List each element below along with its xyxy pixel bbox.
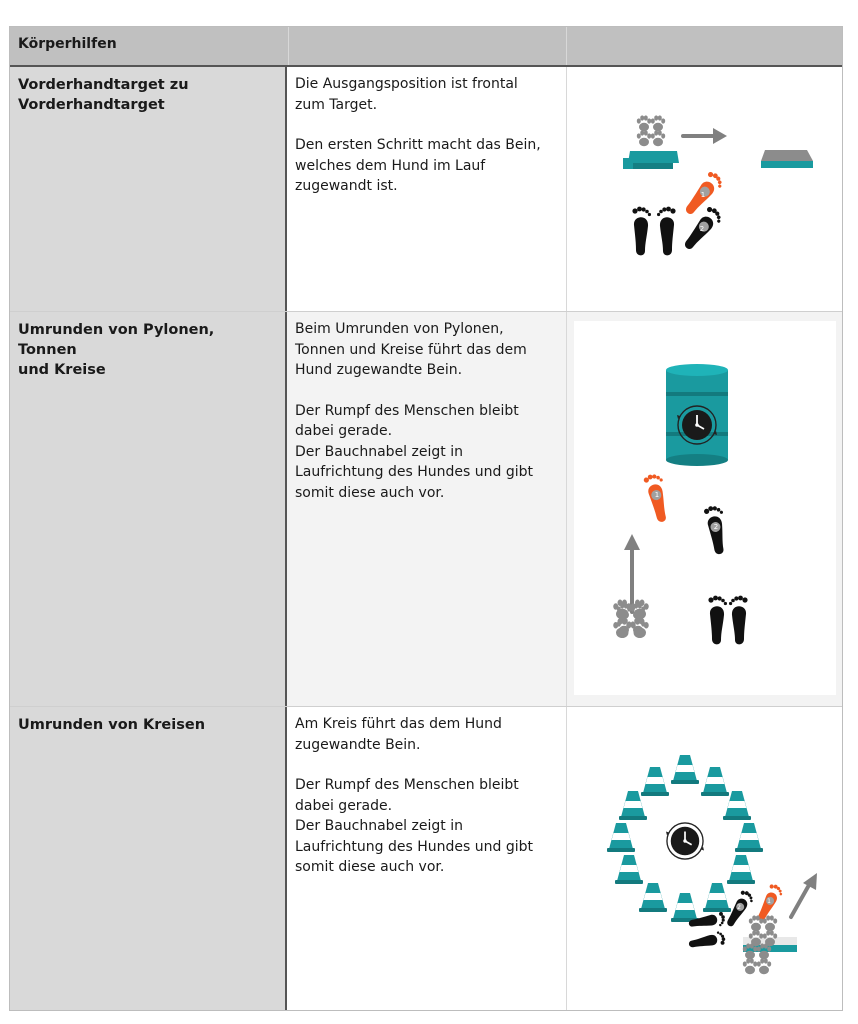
footprint-icon — [632, 207, 675, 256]
description-paragraph: Den ersten Schritt macht das Bein, welches dem Hund im Lauf zugewandt ist. — [295, 137, 541, 194]
description-paragraph: Die Ausgangsposition ist frontal zum Target. — [295, 76, 518, 113]
table-header — [10, 27, 842, 67]
target-step-icon — [623, 151, 679, 169]
row-title-text: Umrunden von Kreisen — [18, 717, 206, 733]
description-paragraph: Der Rumpf des Menschen bleibt dabei gerade. Der Bauchnabel zeigt in Laufrichtung des Hundes und gibt somit diese auch vor. — [295, 777, 533, 875]
row-title — [10, 67, 287, 311]
barrel-illustration — [567, 312, 843, 707]
row-title-text: Vorderhandtarget zu Vorderhandtarget — [18, 77, 189, 113]
header-empty-cell — [288, 27, 566, 65]
description-paragraph: Am Kreis führt das dem Hund zugewandte Bein. — [295, 716, 502, 753]
row-description — [287, 312, 566, 706]
target-illustration — [567, 67, 843, 312]
arrow-icon — [791, 873, 817, 917]
table-row — [10, 707, 842, 1010]
row-title-text: Umrunden von Pylonen, Tonnen und Kreise — [18, 322, 215, 378]
description-paragraph: Beim Umrunden von Pylonen, Tonnen und Kreise führt das dem Hund zugewandte Bein. — [295, 321, 527, 378]
cone-circle-illustration — [567, 707, 843, 1010]
arrow-icon — [683, 128, 727, 144]
row-illustration — [566, 707, 842, 1010]
row-description — [287, 67, 566, 311]
row-description — [287, 707, 566, 1010]
step-number: 2 — [713, 523, 719, 531]
header-title: Körperhilfen — [18, 36, 117, 52]
step-number: 1 — [700, 191, 706, 199]
step-number: 2 — [737, 904, 741, 911]
row-title — [10, 312, 287, 706]
step-number: 1 — [767, 898, 771, 905]
row-title — [10, 707, 287, 1010]
description-paragraph: Der Rumpf des Menschen bleibt dabei gerade. Der Bauchnabel zeigt in Laufrichtung des Hundes und gibt somit diese auch vor. — [295, 402, 533, 501]
body-aids-table — [9, 26, 843, 1011]
step-number: 1 — [654, 491, 660, 499]
clock-icon — [677, 406, 717, 444]
row-illustration — [566, 67, 842, 311]
paw-icon — [637, 115, 665, 146]
target-step-icon — [761, 150, 813, 168]
table-row — [10, 312, 842, 707]
table-row — [10, 67, 842, 312]
clock-icon — [666, 823, 704, 859]
header-empty-cell — [566, 27, 842, 65]
row-illustration — [566, 312, 842, 706]
step-number: 2 — [699, 225, 705, 233]
